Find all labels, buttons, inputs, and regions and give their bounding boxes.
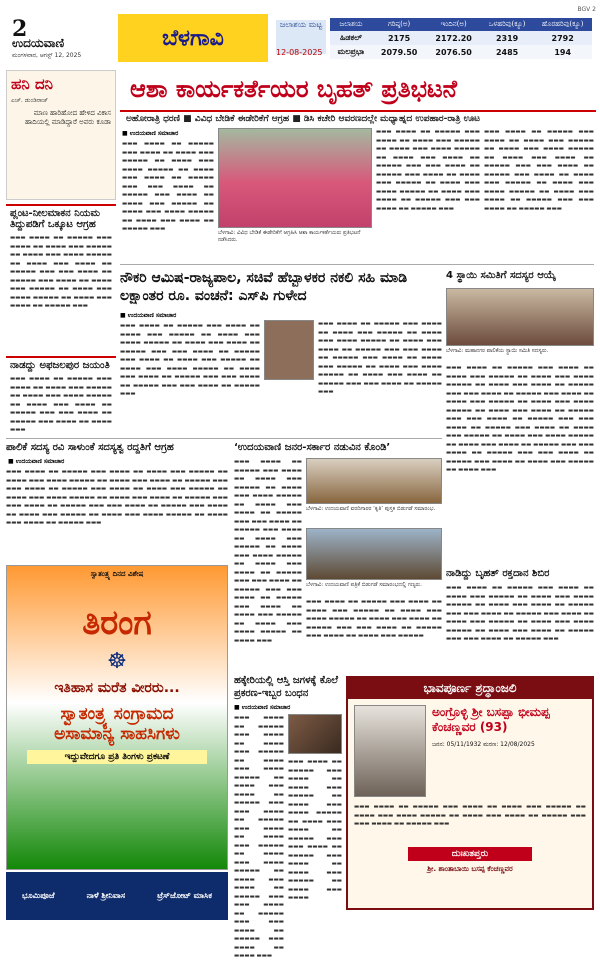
story-text-placeholder: ▬▬▬ ▬▬▬▬ ▬▬ ▬▬▬▬▬ ▬▬▬ ▬▬▬▬ ▬▬ ▬▬▬▬ ▬▬▬ ▬▬▬▬▬ ▬▬ ▬▬▬▬ ▬▬▬ ▬▬▬▬ ▬▬▬▬▬ ▬▬ ▬▬▬▬ ▬▬▬ ▬▬▬▬ ▬▬ ▬▬▬▬▬ ▬▬▬ ▬▬▬ ▬▬▬▬ ▬▬ ▬▬▬▬▬ ▬▬▬ ▬▬▬▬ ▬▬ ▬▬▬▬ ▬▬▬ ▬▬▬▬▬ ▬▬ ▬▬▬▬ ▬▬▬ ▬▬▬▬ ▬▬▬▬▬ ▬▬ ▬▬▬▬ ▬▬▬ ▬▬▬▬ ▬▬ ▬▬▬▬▬ ▬▬▬ ▬▬▬ ▬▬▬▬ ▬▬ ▬▬▬▬▬ ▬▬▬ [376, 129, 480, 212]
protest-photo [218, 128, 372, 228]
byline: ■ ಉದಯವಾಣಿ ಸಮಾಚಾರ [122, 130, 179, 137]
grieving-label: ದುಃಖತಪ್ತರು [408, 847, 532, 861]
portrait-photo [264, 320, 314, 380]
family-name: ಶ್ರೀ. ಶಾಂತಾಬಾಯಿ ಬಸಪ್ಪ ಕೆಂಚಣ್ಣವರ [427, 865, 513, 873]
story-text-placeholder: ▬▬▬ ▬▬▬▬ ▬▬ ▬▬▬▬▬ ▬▬▬ ▬▬▬▬ ▬▬ ▬▬▬▬ ▬▬▬ ▬▬▬▬▬ ▬▬ ▬▬▬▬ ▬▬▬ ▬▬▬▬ ▬▬▬▬▬ ▬▬ ▬▬▬▬ ▬▬▬ ▬▬▬▬ ▬▬ ▬▬▬▬▬ ▬▬▬ ▬▬▬ ▬▬▬▬ ▬▬ ▬▬▬▬▬ ▬▬▬ ▬▬▬▬ ▬▬ ▬▬▬▬ ▬▬▬ ▬▬▬▬▬ ▬▬ ▬▬▬▬ ▬▬▬ ▬▬▬▬ ▬▬▬▬▬ ▬▬ ▬▬▬▬ ▬▬▬ ▬▬▬▬ ▬▬ ▬▬▬▬▬ ▬▬▬ ▬▬▬ ▬▬▬▬ ▬▬ ▬▬▬▬▬ ▬▬▬ ▬▬▬ ▬▬▬▬ ▬▬ ▬▬▬▬▬ ▬▬▬ ▬▬▬▬ ▬▬ ▬▬▬▬ ▬▬▬ ▬▬▬▬▬ ▬▬ ▬▬▬▬ ▬▬▬ ▬▬▬▬ ▬▬▬▬▬ ▬▬ ▬▬▬▬ ▬▬▬ ▬▬▬▬ ▬▬ ▬▬▬▬▬ ▬▬▬ ▬▬▬ ▬▬▬▬ ▬▬ ▬▬▬▬▬ ▬▬▬ ▬▬▬ ▬▬▬▬ ▬▬ ▬▬▬▬▬ ▬▬▬ ▬▬▬▬ ▬▬ ▬▬▬▬ ▬▬▬ ▬▬▬▬▬ ▬▬ ▬▬▬▬ ▬▬▬ [446, 365, 594, 474]
committee-photo [446, 288, 594, 346]
story-text-placeholder: ▬▬▬ ▬▬▬▬ ▬▬ ▬▬▬▬▬ ▬▬▬ ▬▬▬▬ ▬▬ ▬▬▬▬ ▬▬▬ ▬▬▬▬▬ ▬▬ ▬▬▬▬ ▬▬▬ ▬▬▬▬ ▬▬▬▬▬ ▬▬ ▬▬▬▬ ▬▬▬ ▬▬▬▬ ▬▬ ▬▬▬▬▬ ▬▬▬ ▬▬▬ ▬▬▬▬ ▬▬ ▬▬▬▬▬ ▬▬▬ ▬▬▬▬ ▬▬ ▬▬▬▬ ▬▬▬ [10, 376, 112, 434]
table-row [330, 45, 592, 59]
story-text-placeholder: ▬▬▬ ▬▬▬▬ ▬▬ ▬▬▬▬▬ ▬▬▬ ▬▬▬▬ ▬▬ ▬▬▬▬ ▬▬▬ ▬▬▬▬▬ ▬▬ ▬▬▬▬ ▬▬▬ ▬▬▬▬ ▬▬▬▬▬ ▬▬ ▬▬▬▬ ▬▬▬ ▬▬▬▬ ▬▬ ▬▬▬▬▬ ▬▬▬ ▬▬▬ ▬▬▬▬ ▬▬ ▬▬▬▬▬ ▬▬▬ ▬▬▬▬ ▬▬ ▬▬▬▬ ▬▬▬ ▬▬▬▬▬ ▬▬ ▬▬▬▬ ▬▬▬ ▬▬▬▬ ▬▬▬▬▬ ▬▬ ▬▬▬▬ ▬▬▬ ▬▬▬▬ ▬▬ ▬▬▬▬▬ ▬▬▬ ▬▬▬ ▬▬▬▬ ▬▬ ▬▬▬▬▬ ▬▬▬ ▬▬▬ ▬▬▬▬ ▬▬ ▬▬▬▬▬ ▬▬▬ ▬▬▬▬ ▬▬ ▬▬▬▬ ▬▬▬ [234, 715, 284, 960]
col-header: ಹೊರಹರಿವು(ಕ್ಯೂ) [533, 18, 592, 31]
event-photo-1 [306, 458, 442, 504]
story-headline: 4 ಸ್ಥಾಯಿ ಸಮಿತಿಗೆ ಸದಸ್ಯರ ಆಯ್ಕೆ [446, 270, 556, 281]
deceased-portrait [354, 705, 426, 797]
market-date: 12-08-2025 [276, 48, 323, 57]
divider [6, 438, 442, 439]
promo-title: ತಿರಂಗ [82, 603, 152, 643]
col-header: ಇಂದಿನ(ಅ) [426, 18, 481, 31]
promo-kicker: ಸ್ವಾತಂತ್ರ್ಯ ದಿನದ ವಿಶೇಷ [90, 570, 144, 578]
table-cell: 2175 [372, 31, 427, 45]
photo-caption: ಬೆಳಗಾವಿ: ಉದಯವಾಣಿ ಪತ್ರಿಕೆ ಬಿಡುಗಡೆ ಸಮಾರಂಭದಲ್ಲಿ ಗಣ್ಯರು. [306, 582, 422, 588]
story-headline: ಪಾಲಿಕೆ ಸದಸ್ಯ ರವಿ ಸಾಳುಂಕೆ ಸದಸ್ಯತ್ವ ರದ್ದತಿಗೆ ಆಗ್ರಹ [6, 442, 174, 453]
story-headline: ನಾಡದ್ದು ಅಫಜಲಪುರ ಜಯಂತಿ [6, 356, 116, 373]
tiranga-promo [6, 565, 228, 870]
main-headline: ಆಶಾ ಕಾರ್ಯಕರ್ತೆಯರ ಬೃಹತ್‌ ಪ್ರತಿಭಟನೆ [120, 68, 596, 112]
promo-body: ಮಾಣ ಹಾರಿಹೋದ ಹೇಳಿದ ವಿಕಾಸ ಹಾದಿಯಲ್ಲಿ ಮಾಡಿದ್ದಾರೆ ಅವರು ಕೂಡಾ [24, 109, 111, 127]
promo-title: ಹನಿ ದನಿ [11, 75, 53, 93]
accused-photo [288, 714, 342, 754]
story-text-placeholder: ▬▬▬ ▬▬▬▬ ▬▬ ▬▬▬▬▬ ▬▬▬ ▬▬▬▬ ▬▬ ▬▬▬▬ ▬▬▬ ▬▬▬▬▬ ▬▬ ▬▬▬▬ ▬▬▬ ▬▬▬▬ ▬▬▬▬▬ ▬▬ ▬▬▬▬ ▬▬▬ ▬▬▬▬ ▬▬ ▬▬▬▬▬ ▬▬▬ ▬▬▬ ▬▬▬▬ ▬▬ ▬▬▬▬▬ ▬▬▬ ▬▬▬▬ ▬▬ ▬▬▬▬ ▬▬▬ ▬▬▬▬▬ ▬▬ ▬▬▬▬ ▬▬▬ ▬▬▬▬ ▬▬▬▬▬ ▬▬ ▬▬▬▬ ▬▬▬ ▬▬▬▬ ▬▬ ▬▬▬▬▬ ▬▬▬ ▬▬▬ ▬▬▬▬ ▬▬ ▬▬▬▬▬ ▬▬▬ [484, 129, 594, 212]
promo-line: ಸ್ವಾತಂತ್ರ್ಯ ಸಂಗ್ರಾಮದ [60, 704, 174, 724]
col-header: ಗರಿಷ್ಠ(ಅ) [372, 18, 427, 31]
tribute-title: ಭಾವಪೂರ್ಣ ಶ್ರದ್ಧಾಂಜಲಿ [348, 678, 592, 699]
byline: ■ ಉದಯವಾಣಿ ಸಮಾಚಾರ [120, 312, 177, 319]
photo-caption: ಬೆಳಗಾವಿ: ವಿವಿಧ ಬೇಡಿಕೆ ಈಡೇರಿಕೆಗೆ ಆಗ್ರಹಿಸಿ ಆಶಾ ಕಾರ್ಯಕರ್ತೆಯರು ಪ್ರತಿಭಟನೆ ನಡೆಸಿದರು. [218, 230, 361, 243]
table-cell: 2076.50 [426, 45, 481, 59]
story-text-placeholder: ▬▬▬ ▬▬▬▬ ▬▬ ▬▬▬▬▬ ▬▬▬ ▬▬▬▬ ▬▬ ▬▬▬▬ ▬▬▬ ▬▬▬▬▬ ▬▬ ▬▬▬▬ ▬▬▬ ▬▬▬▬ ▬▬▬▬▬ ▬▬ ▬▬▬▬ ▬▬▬ ▬▬▬▬ ▬▬ ▬▬▬▬▬ ▬▬▬ ▬▬▬ ▬▬▬▬ ▬▬ ▬▬▬▬▬ ▬▬▬ ▬▬▬▬ ▬▬ ▬▬▬▬ ▬▬▬ ▬▬▬▬▬ ▬▬ ▬▬▬▬ ▬▬▬ ▬▬▬▬ ▬▬▬▬▬ ▬▬ ▬▬▬▬ ▬▬▬ ▬▬▬▬ ▬▬ ▬▬▬▬▬ ▬▬▬ ▬▬▬ ▬▬▬▬ ▬▬ ▬▬▬▬▬ ▬▬▬ ▬▬▬ ▬▬▬▬ ▬▬ ▬▬▬▬▬ ▬▬▬ ▬▬▬▬ ▬▬ ▬▬▬▬ ▬▬▬ ▬▬▬▬▬ ▬▬ ▬▬▬▬ ▬▬▬ ▬▬▬▬ ▬▬▬▬▬ ▬▬ ▬▬▬▬ ▬▬▬ ▬▬▬▬ ▬▬ ▬▬▬▬▬ ▬▬▬ [6, 469, 228, 527]
obituary-ad [346, 676, 594, 910]
story-text-placeholder: ▬▬▬ ▬▬▬▬ ▬▬ ▬▬▬▬▬ ▬▬▬ ▬▬▬▬ ▬▬ ▬▬▬▬ ▬▬▬ ▬▬▬▬▬ ▬▬ ▬▬▬▬ ▬▬▬ ▬▬▬▬ ▬▬▬▬▬ ▬▬ ▬▬▬▬ ▬▬▬ ▬▬▬▬ ▬▬ ▬▬▬▬▬ ▬▬▬ ▬▬▬ ▬▬▬▬ ▬▬ ▬▬▬▬▬ ▬▬▬ ▬▬▬▬ ▬▬ ▬▬▬▬ ▬▬▬ ▬▬▬▬▬ ▬▬ ▬▬▬▬ ▬▬▬ ▬▬▬▬ ▬▬▬▬▬ ▬▬ ▬▬▬▬ ▬▬▬ ▬▬▬▬ ▬▬ ▬▬▬▬▬ ▬▬▬ ▬▬▬ ▬▬▬▬ ▬▬ ▬▬▬▬▬ ▬▬▬ [446, 585, 594, 643]
promo-line: ಇತಿಹಾಸ ಮರೆತ ವೀರರು... [54, 680, 180, 696]
col-header: ಜಲಾಶಯ [330, 18, 372, 31]
reservoir-table [330, 18, 592, 59]
story-text-placeholder: ▬▬▬ ▬▬▬▬ ▬▬ ▬▬▬▬▬ ▬▬▬ ▬▬▬▬ ▬▬ ▬▬▬▬ ▬▬▬ ▬▬▬▬▬ ▬▬ ▬▬▬▬ ▬▬▬ ▬▬▬▬ ▬▬▬▬▬ ▬▬ ▬▬▬▬ ▬▬▬ ▬▬▬▬ ▬▬ ▬▬▬▬▬ ▬▬▬ ▬▬▬ ▬▬▬▬ ▬▬ ▬▬▬▬▬ ▬▬▬ ▬▬▬▬ ▬▬ ▬▬▬▬ ▬▬▬ ▬▬▬▬▬ ▬▬ ▬▬▬▬ ▬▬▬ ▬▬▬▬ ▬▬▬▬▬ ▬▬ ▬▬▬▬ ▬▬▬ ▬▬▬▬ ▬▬ ▬▬▬▬▬ ▬▬▬ ▬▬▬ ▬▬▬▬ ▬▬ ▬▬▬▬▬ ▬▬▬ ▬▬▬ ▬▬▬▬ ▬▬ ▬▬▬▬▬ ▬▬▬ [120, 323, 260, 398]
life-dates: ಜನನ: 05/11/1932 ಮರಣ: 12/08/2025 [432, 741, 535, 748]
event-photo-2 [306, 528, 442, 580]
chakra-icon: ☸ [107, 649, 127, 674]
byline: ■ ಉದಯವಾಣಿ ಸಮಾಚಾರ [234, 704, 291, 711]
deceased-name: ಅಂಗ್ರೊಳ್ಳಿ ಶ್ರೀ ಬಸಪ್ಪಾ ಭೀಮಪ್ಪ ಕೆಂಚಣ್ಣವರ (93) [432, 705, 550, 734]
main-subheadline: ಅಹೋರಾತ್ರಿ ಧರಣಿ ■ ವಿವಿಧ ಬೇಡಿಕೆ ಈಡೇರಿಕೆಗೆ ಆಗ್ರಹ ■ ಡಿಸಿ ಕಚೇರಿ ಆವರಣದಲ್ಲೇ ಮಧ್ಯಾಹ್ನದ ಉಪಹಾರ-ರಾತ್ರಿ ಊಟ [126, 114, 481, 124]
table-cell: 2079.50 [372, 45, 427, 59]
story-text-placeholder: ▬▬▬ ▬▬▬▬ ▬▬ ▬▬▬▬▬ ▬▬▬ ▬▬▬▬ ▬▬ ▬▬▬▬ ▬▬▬ ▬▬▬▬▬ ▬▬ ▬▬▬▬ ▬▬▬ ▬▬▬▬ ▬▬▬▬▬ ▬▬ ▬▬▬▬ ▬▬▬ ▬▬▬▬ ▬▬ ▬▬▬▬▬ ▬▬▬ ▬▬▬ ▬▬▬▬ ▬▬ ▬▬▬▬▬ ▬▬▬ ▬▬▬▬ ▬▬ ▬▬▬▬ ▬▬▬ ▬▬▬▬▬ ▬▬ ▬▬▬▬ ▬▬▬ ▬▬▬▬ ▬▬▬▬▬ ▬▬ ▬▬▬▬ ▬▬▬ ▬▬▬▬ ▬▬ ▬▬▬▬▬ ▬▬▬ [10, 235, 112, 310]
story-headline: ನಾಡಿದ್ದು ಬೃಹತ್‌ ರಕ್ತದಾನ ಶಿಬಿರ [446, 568, 550, 579]
table-row [330, 31, 592, 45]
story-headline: ಪ್ಲಂಟ-ನೀಲಮಾಕನ ನಿಯಮ ತಿದ್ದುಪಡಿಗೆ ಒಕ್ಕೂಟ ಆಗ್ರಹ [6, 204, 116, 232]
promo-middle: ನಾಳೆ ಶ್ರೀನಿವಾಸ [86, 891, 126, 900]
promo-left: ಭೂಮಿಪೂಜೆ [22, 891, 55, 900]
table-cell: 2792 [533, 31, 592, 45]
column-promo [6, 70, 116, 200]
promo-footer: ಇದ್ದುವೇದಗೂ ಪ್ರತಿ ತಿಂಗಳು ಪ್ರಕಟಣೆ [27, 750, 207, 764]
byline: ■ ಉದಯವಾಣಿ ಸಮಾಚಾರ [8, 458, 65, 465]
left-story-1 [6, 204, 116, 354]
photo-caption: ಬೆಳಗಾವಿ: ಮಹಾನಗರ ಪಾಲಿಕೆಯ ಸ್ಥಾಯಿ ಸಮಿತಿ ಸದಸ್ಯರು. [446, 348, 549, 354]
promo-right: ಟ್ರೆಸ್‌ಜೋಟ್ ಮಾಸಿಕ [157, 891, 212, 900]
story-text-placeholder: ▬▬▬ ▬▬▬▬ ▬▬ ▬▬▬▬▬ ▬▬▬ ▬▬▬▬ ▬▬ ▬▬▬▬ ▬▬▬ ▬▬▬▬▬ ▬▬ ▬▬▬▬ ▬▬▬ ▬▬▬▬ ▬▬▬▬▬ ▬▬ ▬▬▬▬ ▬▬▬ ▬▬▬▬ ▬▬ ▬▬▬▬▬ ▬▬▬ ▬▬▬ ▬▬▬▬ ▬▬ ▬▬▬▬▬ ▬▬▬ ▬▬▬▬ ▬▬ ▬▬▬▬ ▬▬▬ ▬▬▬▬▬ ▬▬ ▬▬▬▬ ▬▬▬ ▬▬▬▬ [288, 759, 342, 902]
page-tag: BGV 2 [577, 6, 596, 13]
table-cell: ಮಲಪ್ರಭಾ [330, 45, 372, 59]
col-header: ಒಳಹರಿವು(ಕ್ಯೂ) [481, 18, 533, 31]
market-label: ಜಲಾಶಯ ಮಟ್ಟ [276, 20, 326, 54]
story-text-placeholder: ▬▬▬ ▬▬▬▬ ▬▬ ▬▬▬▬▬ ▬▬▬ ▬▬▬▬ ▬▬ ▬▬▬▬ ▬▬▬ ▬▬▬▬▬ ▬▬ ▬▬▬▬ ▬▬▬ ▬▬▬▬ ▬▬▬▬▬ ▬▬ ▬▬▬▬ ▬▬▬ ▬▬▬▬ ▬▬ ▬▬▬▬▬ ▬▬▬ ▬▬▬ ▬▬▬▬ ▬▬ ▬▬▬▬▬ ▬▬▬ ▬▬▬▬ ▬▬ ▬▬▬▬ ▬▬▬ ▬▬▬▬▬ ▬▬ ▬▬▬▬ ▬▬▬ ▬▬▬▬ ▬▬▬▬▬ ▬▬ ▬▬▬▬ ▬▬▬ ▬▬▬▬ ▬▬ ▬▬▬▬▬ ▬▬▬ ▬▬▬ ▬▬▬▬ ▬▬ ▬▬▬▬▬ ▬▬▬ ▬▬▬ ▬▬▬▬ ▬▬ ▬▬▬▬▬ ▬▬▬ ▬▬▬▬ ▬▬ ▬▬▬▬ ▬▬▬ ▬▬▬▬▬ ▬▬ ▬▬▬▬ ▬▬▬ ▬▬▬▬ ▬▬▬▬▬ ▬▬ ▬▬▬▬ ▬▬▬ [234, 459, 302, 644]
promo-line: ಅಸಾಮಾನ್ಯ ಸಾಹಸಿಗಳು [54, 724, 180, 744]
photo-caption: ಬೆಳಗಾವಿ: ಉದಯವಾಣಿ ವರದಿಗಾರರ ‘ಕೃತಿ’ ಪುಸ್ತಕ ಬಿಡುಗಡೆ ಸಮಾರಂಭ. [306, 506, 436, 512]
story-text-placeholder: ▬▬▬ ▬▬▬▬ ▬▬ ▬▬▬▬▬ ▬▬▬ ▬▬▬▬ ▬▬ ▬▬▬▬ ▬▬▬ ▬▬▬▬▬ ▬▬ ▬▬▬▬ ▬▬▬ ▬▬▬▬ ▬▬▬▬▬ ▬▬ ▬▬▬▬ ▬▬▬ ▬▬▬▬ ▬▬ ▬▬▬▬▬ ▬▬▬ ▬▬▬ ▬▬▬▬ ▬▬ ▬▬▬▬▬ ▬▬▬ ▬▬▬▬ ▬▬ ▬▬▬▬ ▬▬▬ ▬▬▬▬▬ [306, 599, 442, 640]
edition-title: ಬೆಳಗಾವಿ [118, 14, 268, 62]
table-cell: ಹಿಡಕಲ್ [330, 31, 372, 45]
masthead: ಉದಯವಾಣಿ [12, 36, 65, 50]
story-text-placeholder: ▬▬▬ ▬▬▬▬ ▬▬ ▬▬▬▬▬ ▬▬▬ ▬▬▬▬ ▬▬ ▬▬▬▬ ▬▬▬ ▬▬▬▬▬ ▬▬ ▬▬▬▬ ▬▬▬ ▬▬▬▬ ▬▬▬▬▬ ▬▬ ▬▬▬▬ ▬▬▬ ▬▬▬▬ ▬▬ ▬▬▬▬▬ ▬▬▬ ▬▬▬ ▬▬▬▬ ▬▬ ▬▬▬▬▬ ▬▬▬ ▬▬▬▬ ▬▬ ▬▬▬▬ ▬▬▬ ▬▬▬▬▬ ▬▬ ▬▬▬▬ ▬▬▬ ▬▬▬▬ ▬▬▬▬▬ ▬▬ ▬▬▬▬ ▬▬▬ ▬▬▬▬ ▬▬ ▬▬▬▬▬ ▬▬▬ ▬▬▬ ▬▬▬▬ ▬▬ ▬▬▬▬▬ ▬▬▬ [318, 321, 442, 396]
story-headline: ‘ಉದಯವಾಣಿ ಜನರ-ಸರ್ಕಾರ ನಡುವಿನ ಕೊಂಡಿ’ [234, 442, 391, 453]
story-text-placeholder: ▬▬▬ ▬▬▬▬ ▬▬ ▬▬▬▬▬ ▬▬▬ ▬▬▬▬ ▬▬ ▬▬▬▬ ▬▬▬ ▬▬▬▬▬ ▬▬ ▬▬▬▬ ▬▬▬ ▬▬▬▬ ▬▬▬▬▬ ▬▬ ▬▬▬▬ ▬▬▬ ▬▬▬▬ ▬▬ ▬▬▬▬▬ ▬▬▬ ▬▬▬ ▬▬▬▬ ▬▬ ▬▬▬▬▬ ▬▬▬ ▬▬▬▬ ▬▬ ▬▬▬▬ ▬▬▬ ▬▬▬▬▬ ▬▬ ▬▬▬▬ ▬▬▬ ▬▬▬▬ ▬▬▬▬▬ ▬▬ ▬▬▬▬ ▬▬▬ ▬▬▬▬ ▬▬ ▬▬▬▬▬ ▬▬▬ [122, 141, 214, 233]
table-cell: 2319 [481, 31, 533, 45]
divider [120, 264, 594, 265]
tribute-text-placeholder: ▬▬▬ ▬▬▬▬ ▬▬ ▬▬▬▬▬ ▬▬▬ ▬▬▬▬ ▬▬ ▬▬▬▬ ▬▬▬ ▬▬▬▬▬ ▬▬ ▬▬▬▬ ▬▬▬ ▬▬▬▬ ▬▬▬▬▬ ▬▬ ▬▬▬▬ ▬▬▬ ▬▬▬▬ ▬▬ ▬▬▬▬▬ ▬▬▬ ▬▬▬ ▬▬▬▬ ▬▬ ▬▬▬▬▬ ▬▬▬ [354, 804, 586, 828]
page-number: 2 [12, 16, 28, 42]
table-cell: 2172.20 [426, 31, 481, 45]
story-headline: ಹಕ್ಕೇರಿಯಲ್ಲಿ ಆಸ್ತಿ ಜಗಳಕ್ಕೆ ಕೊಲೆ ಪ್ರಕರಣ-ಇಬ್ಬರ ಬಂಧನ [234, 675, 338, 699]
story-headline: ನೌಕರಿ ಆಮಿಷ-ರಾಜ್ಯಪಾಲ, ಸಚಿವೆ ಹೆಬ್ಬಾಳಕರ ನಕಲಿ ಸಹಿ ಮಾಡಿ ಲಕ್ಷಾಂತರ ರೂ. ವಂಚನೆ: ಎಸ್‌ಪಿ ಗುಳೇದ [120, 270, 408, 304]
table-cell: 2485 [481, 45, 533, 59]
bottom-promo-strip [6, 872, 228, 920]
promo-author: ಎಚ್. ಡುಂಡಿರಾಜ್ [11, 97, 49, 104]
dateline: ಮಂಗಳವಾರ, ಆಗಸ್ಟ್ 12, 2025 [12, 52, 82, 59]
table-cell: 194 [533, 45, 592, 59]
